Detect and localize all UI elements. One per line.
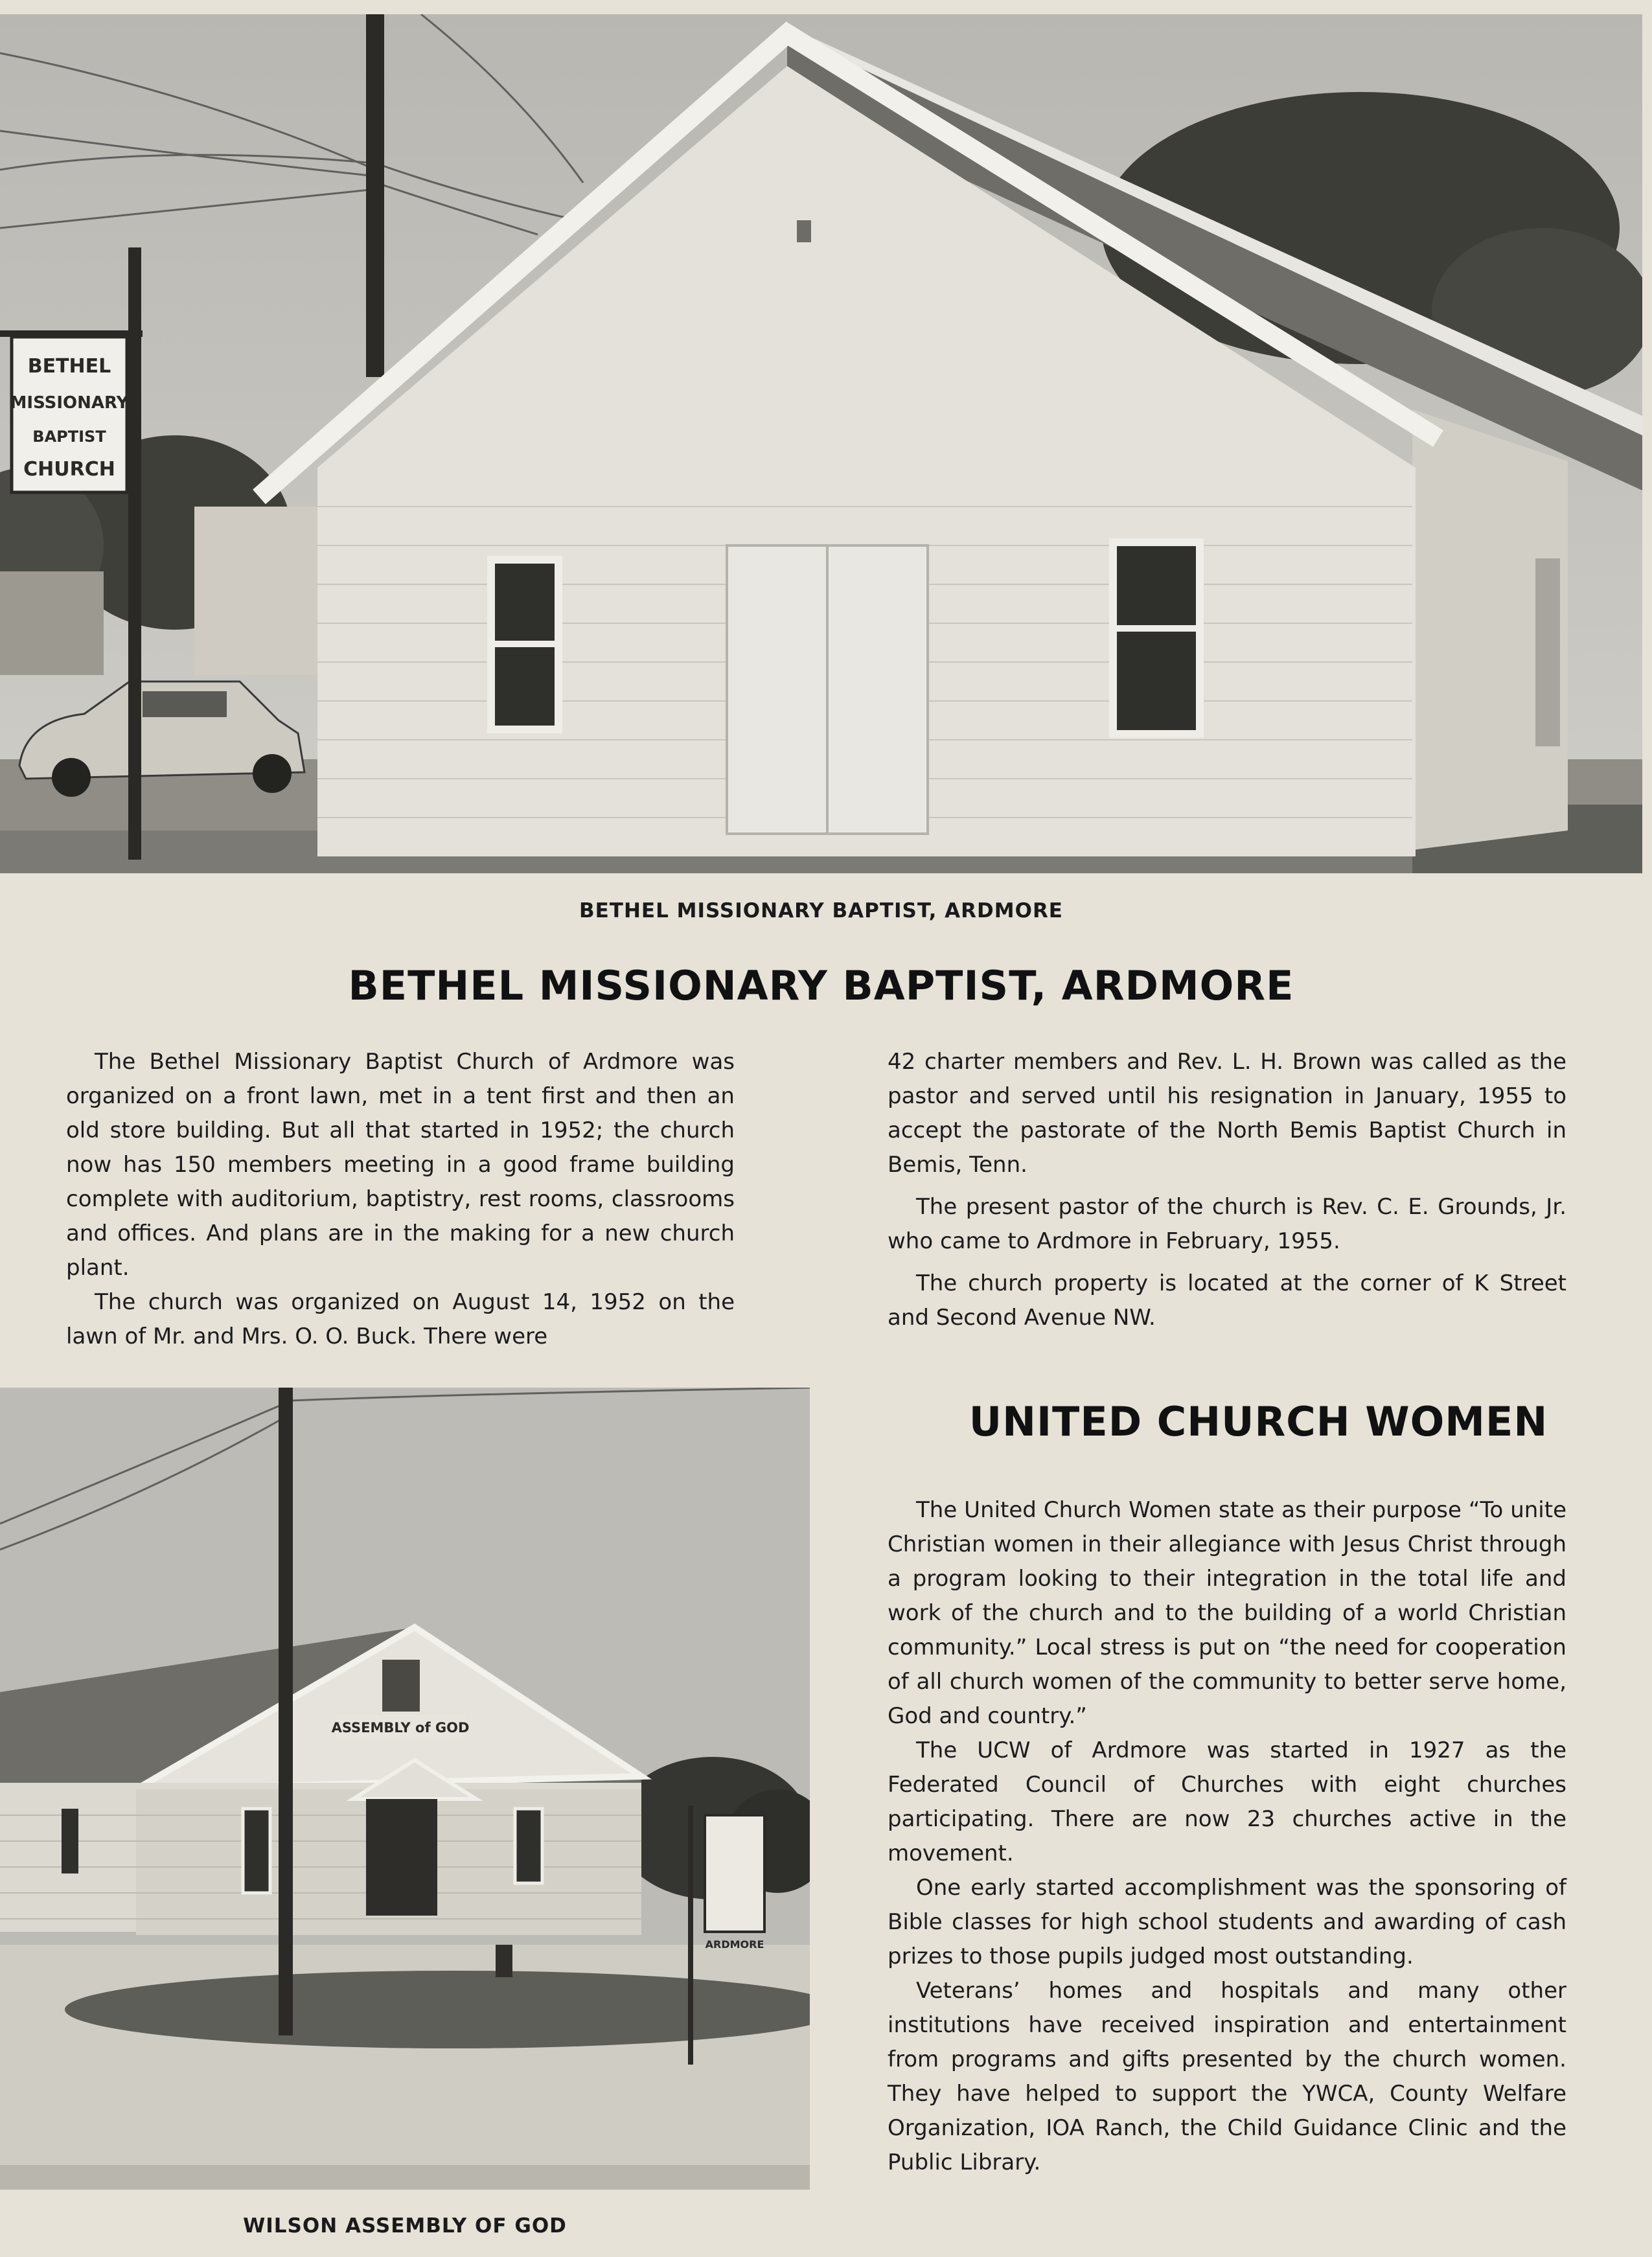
paragraph: The UCW of Ardmore was started in 1927 as the Federated Council of Churches with eight churches participating. There are now 23 churches active in the movement. <box>888 1737 1566 1866</box>
photo-caption-bethel: BETHEL MISSIONARY BAPTIST, ARDMORE <box>579 899 1063 922</box>
yard-sign-text: ARDMORE <box>705 1938 764 1951</box>
paragraph: The United Church Women state as their purpose “To unite Christian women in their allegiance with Jesus Christ through a program looking to their integration in the total life and work of the church and to the building of a world Christian community.” Local stress is put on “the need for cooperation of all church women of the community to better serve home, God and country.” <box>888 1497 1566 1729</box>
sign-line-1: BETHEL <box>27 355 111 378</box>
photo-caption-assembly: WILSON ASSEMBLY OF GOD <box>243 2214 567 2238</box>
paragraph: The present pastor of the church is Rev. C. E. Grounds, Jr. who came to Ardmore in February, 1955. <box>888 1194 1566 1254</box>
section-heading-bethel: BETHEL MISSIONARY BAPTIST, ARDMORE <box>348 962 1294 1009</box>
sign-line-3: BAPTIST <box>32 428 106 446</box>
paragraph: 42 charter members and Rev. L. H. Brown was called as the pastor and served until his resignation in January, 1955 to accept the pastorate of the North Bemis Baptist Church in Bemis, Tenn. <box>888 1049 1566 1178</box>
bethel-column-right <box>888 1045 1566 1335</box>
paragraph: The church was organized on August 14, 1952 on the lawn of Mr. and Mrs. O. O. Buck. There were <box>66 1289 735 1349</box>
bethel-column-left <box>66 1045 735 1354</box>
section-heading-ucw: UNITED CHURCH WOMEN <box>969 1398 1548 1445</box>
paragraph: The Bethel Missionary Baptist Church of Ardmore was organized on a front lawn, met in a tent first and then an old store building. But all that started in 1952; the church now has 150 members meeting in a good frame building complete with auditorium, baptistry, rest rooms, classrooms and offices. And plans are in the making for a new church plant. <box>66 1049 735 1281</box>
building-sign-text: ASSEMBLY of GOD <box>331 1720 470 1736</box>
paragraph: Veterans’ homes and hospitals and many other institutions have received inspiration and entertainment from programs and gifts presented by the church women. They have helped to support the YWCA, County Welfare Organization, IOA Ranch, the Child Guidance Clinic and the Public Library. <box>888 1978 1566 2175</box>
paragraph: The church property is located at the corner of K Street and Second Avenue NW. <box>888 1270 1566 1331</box>
sign-line-4: CHURCH <box>23 458 115 481</box>
assembly-of-god-photo <box>0 1388 810 2190</box>
bethel-church-photo <box>0 14 1642 873</box>
ucw-column <box>888 1493 1566 2180</box>
sign-line-2: MISSIONARY <box>10 393 129 413</box>
paragraph: One early started accomplishment was the sponsoring of Bible classes for high school students and awarding of cash prizes to those pupils judged most outstanding. <box>888 1875 1566 1969</box>
